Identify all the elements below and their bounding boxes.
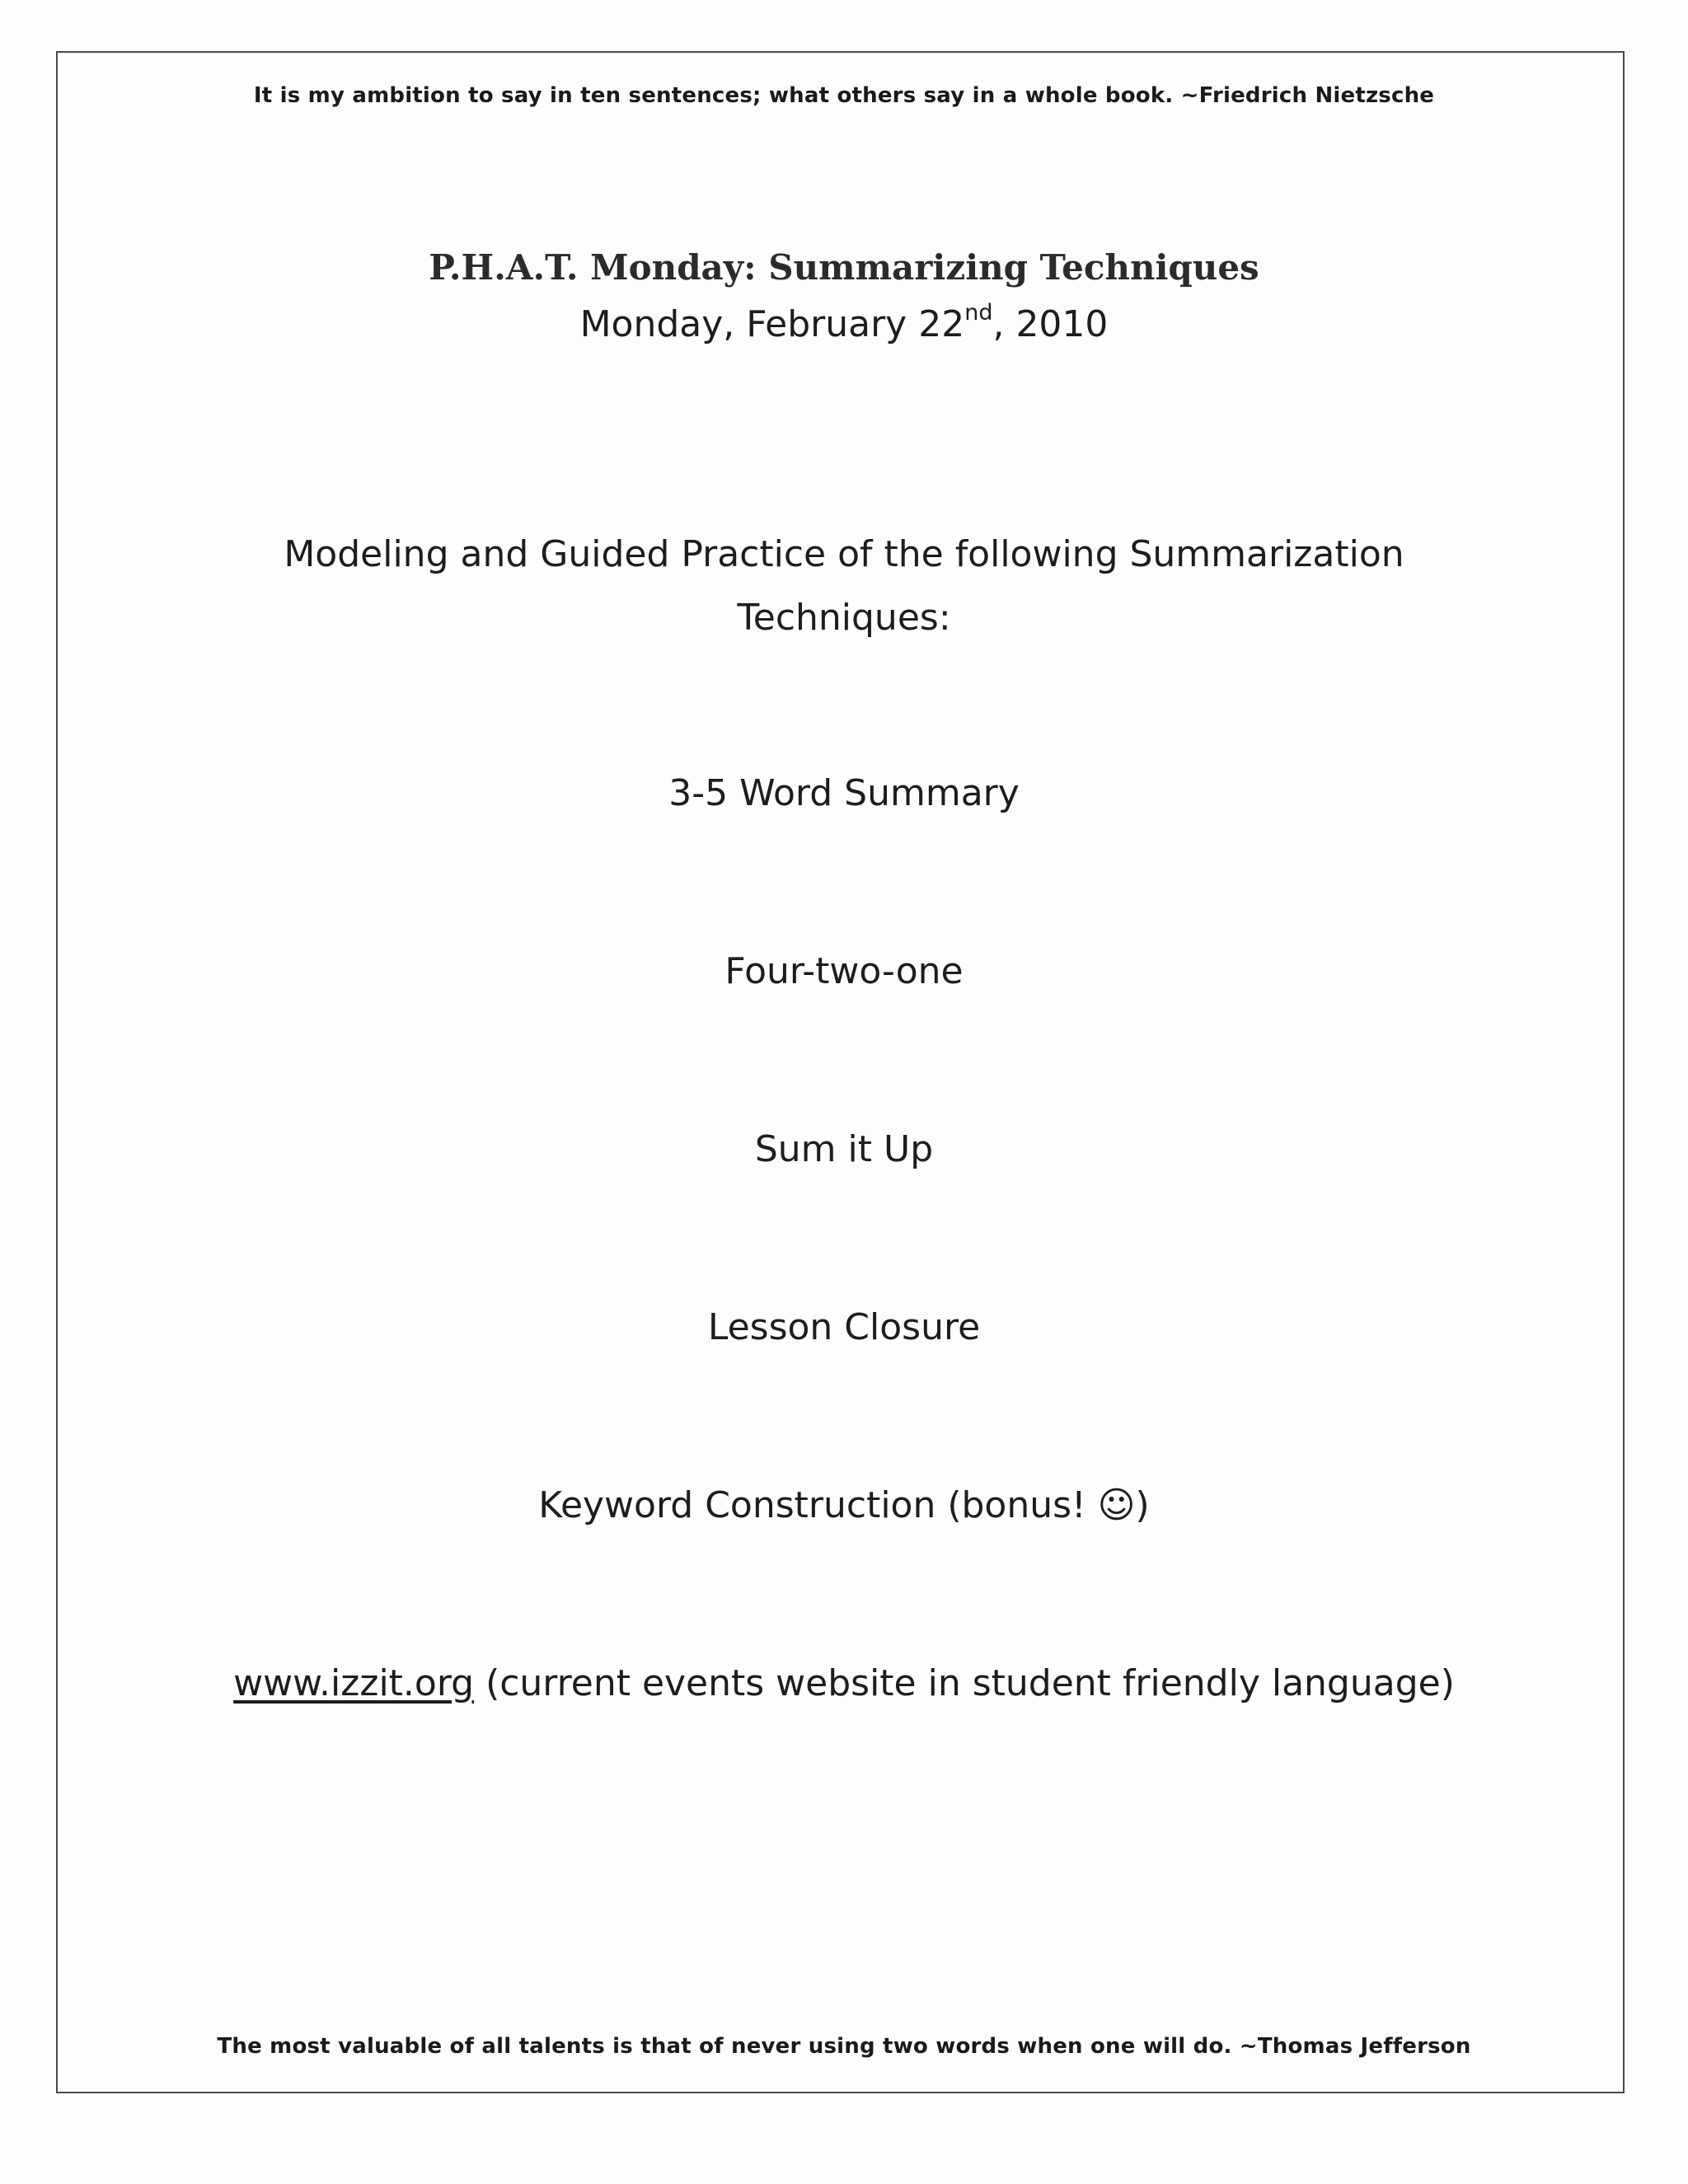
date-suffix: , 2010 — [992, 303, 1109, 345]
date-ordinal: nd — [964, 300, 993, 326]
technique-item: Four-two-one — [724, 950, 964, 992]
intro-line-2: Techniques: — [737, 597, 951, 639]
technique-item: 3-5 Word Summary — [668, 772, 1020, 814]
page-border — [56, 51, 1625, 2093]
date-prefix: Monday, February 22 — [579, 303, 965, 345]
intro-line-1: Modeling and Guided Practice of the following Summarization — [284, 533, 1404, 575]
izzit-link[interactable]: www.izzit.org — [233, 1662, 475, 1704]
resource-description: (current events website in student friendly language) — [474, 1662, 1455, 1704]
lesson-date — [0, 300, 1688, 345]
bottom-quote: The most valuable of all talents is that of never using two words when one will do. ~Thomas Jefferson — [217, 2034, 1471, 2059]
technique-item: Sum it Up — [754, 1128, 934, 1170]
technique-item: Keyword Construction (bonus! ☺) — [538, 1484, 1150, 1526]
resource-line — [0, 1662, 1688, 1704]
technique-item: Lesson Closure — [707, 1306, 981, 1348]
top-quote: It is my ambition to say in ten sentences; what others say in a whole book. ~Friedrich Nietzsche — [253, 83, 1435, 108]
page-title: P.H.A.T. Monday: Summarizing Techniques — [429, 247, 1259, 288]
